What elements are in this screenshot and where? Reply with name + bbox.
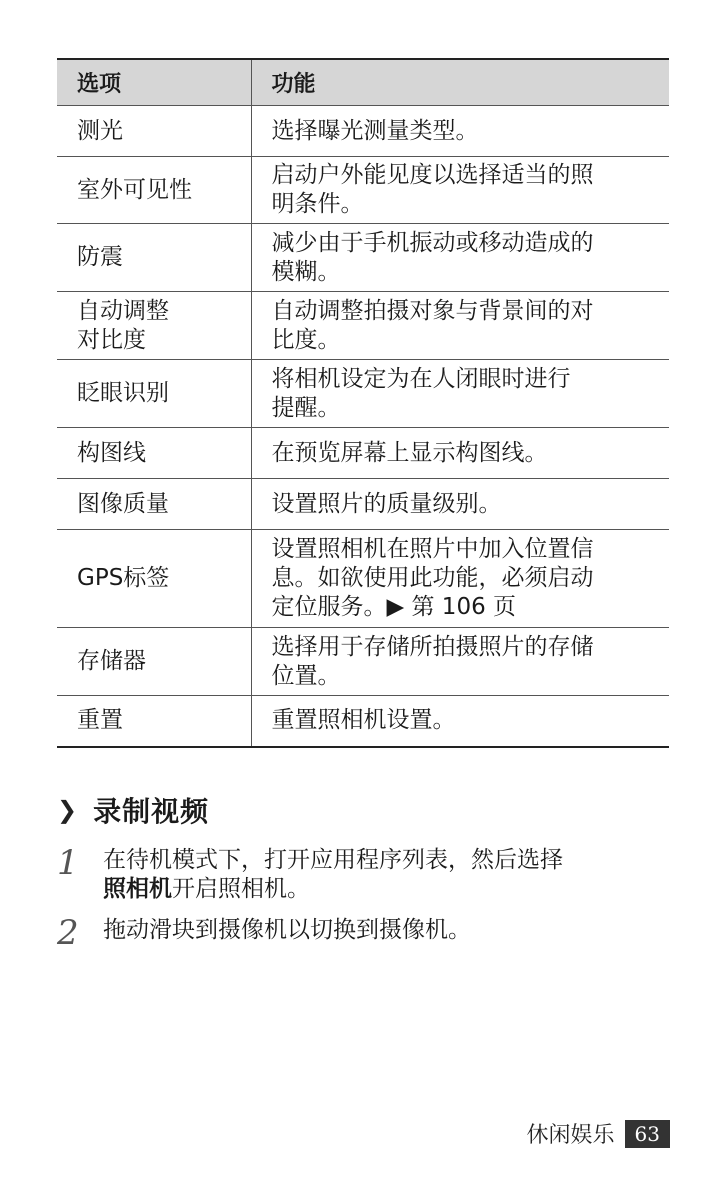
section-title: 录制视频 <box>93 795 210 828</box>
function-cell: 重置照相机设置。 <box>251 696 669 747</box>
step-line: 在待机模式下，打开应用程序列表，然后选择 <box>103 847 563 873</box>
table-header-row <box>57 59 669 106</box>
step-text-rest: 开启照相机。 <box>172 876 310 902</box>
step-number: 1 <box>57 843 79 883</box>
option-cell: 存储器 <box>57 628 251 696</box>
option-cell: 防震 <box>57 224 251 292</box>
step-1 <box>57 843 563 904</box>
option-cell: 自动调整 对比度 <box>57 292 251 360</box>
chevron-right-icon: ❯ <box>57 796 78 824</box>
option-cell: 室外可见性 <box>57 157 251 224</box>
page-number: 63 <box>625 1120 670 1148</box>
table-row <box>57 428 669 479</box>
step-line <box>103 875 563 904</box>
option-cell: GPS标签 <box>57 530 251 628</box>
function-cell: 设置照相机在照片中加入位置信 息。如欲使用此功能，必须启动 定位服务。▶ 第 106 页 <box>251 530 669 628</box>
function-cell: 选择曝光测量类型。 <box>251 106 669 157</box>
page-footer <box>527 1118 670 1149</box>
table-row <box>57 106 669 157</box>
table-row <box>57 360 669 428</box>
table-row <box>57 628 669 696</box>
app-name-camera: 照相机 <box>103 876 172 902</box>
step-text <box>103 846 563 904</box>
step-text <box>103 916 471 950</box>
option-cell: 图像质量 <box>57 479 251 530</box>
table-row <box>57 157 669 224</box>
table-row <box>57 224 669 292</box>
options-table <box>57 58 669 748</box>
option-cell: 测光 <box>57 106 251 157</box>
function-cell: 减少由于手机振动或移动造成的 模糊。 <box>251 224 669 292</box>
function-cell: 将相机设定为在人闭眼时进行 提醒。 <box>251 360 669 428</box>
footer-section-name: 休闲娱乐 <box>526 1123 615 1148</box>
table-row <box>57 530 669 628</box>
step-number: 2 <box>57 913 79 953</box>
table-row <box>57 292 669 360</box>
function-cell: 在预览屏幕上显示构图线。 <box>251 428 669 479</box>
option-cell: 构图线 <box>57 428 251 479</box>
section-heading <box>57 790 209 830</box>
table-row <box>57 479 669 530</box>
function-cell: 选择用于存储所拍摄照片的存储 位置。 <box>251 628 669 696</box>
step-2 <box>57 913 471 953</box>
function-cell: 启动户外能见度以选择适当的照 明条件。 <box>251 157 669 224</box>
function-cell: 设置照片的质量级别。 <box>251 479 669 530</box>
option-cell: 眨眼识别 <box>57 360 251 428</box>
header-function: 功能 <box>251 59 669 106</box>
table-row <box>57 696 669 747</box>
option-cell: 重置 <box>57 696 251 747</box>
header-option: 选项 <box>57 59 251 106</box>
step-line: 拖动滑块到摄像机以切换到摄像机。 <box>103 917 471 943</box>
function-cell: 自动调整拍摄对象与背景间的对 比度。 <box>251 292 669 360</box>
